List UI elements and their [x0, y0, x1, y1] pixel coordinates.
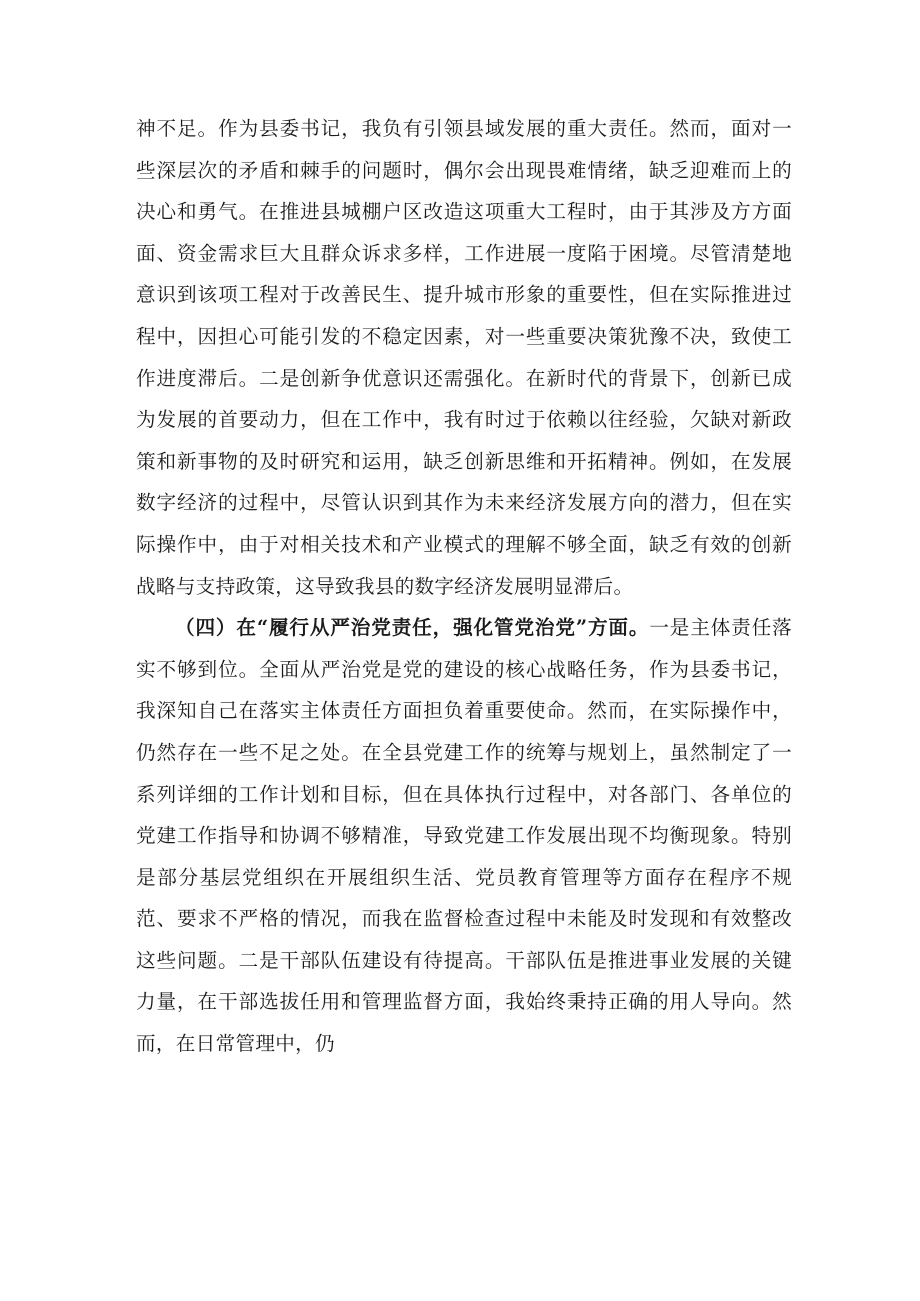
paragraph-continuation — [136, 108, 792, 607]
paragraph-section-four — [136, 607, 792, 1065]
section-heading: （四）在“履行从严治党责任，强化管党治党”方面。 — [175, 616, 650, 640]
document-body — [136, 108, 792, 1065]
paragraph-text: 神不足。作为县委书记，我负有引领县域发展的重大责任。然而，面对一些深层次的矛盾和棘手的问题时，偶尔会出现畏难情绪，缺乏迎难而上的决心和勇气。在推进县城棚户区改造这项重大工程时，由于其涉及方方面面、资金需求巨大且群众诉求多样，工作进展一度陷于困境。尽管清楚地意识到该项工程对于改善民生、提升城市形象的重要性，但在实际推进过程中，因担心可能引发的不稳定因素，对一些重要决策犹豫不决，致使工作进度滞后。二是创新争优意识还需强化。在新时代的背景下，创新已成为发展的首要动力，但在工作中，我有时过于依赖以往经验，欠缺对新政策和新事物的及时研究和运用，缺乏创新思维和开拓精神。例如，在发展数字经济的过程中，尽管认识到其作为未来经济发展方向的潜力，但在实际操作中，由于对相关技术和产业模式的理解不够全面，缺乏有效的创新战略与支持政策，这导致我县的数字经济发展明显滞后。 — [136, 117, 792, 598]
paragraph-text: 一是主体责任落实不够到位。全面从严治党是党的建设的核心战略任务，作为县委书记，我深知自己在落实主体责任方面担负着重要使命。然而，在实际操作中，仍然存在一些不足之处。在全县党建工作的统筹与规划上，虽然制定了一系列详细的工作计划和目标，但在具体执行过程中，对各部门、各单位的党建工作指导和协调不够精准，导致党建工作发展出现不均衡现象。特别是部分基层党组织在开展组织生活、党员教育管理等方面存在程序不规范、要求不严格的情况，而我在监督检查过程中未能及时发现和有效整改这些问题。二是干部队伍建设有待提高。干部队伍是推进事业发展的关键力量，在干部选拔任用和管理监督方面，我始终秉持正确的用人导向。然而，在日常管理中，仍 — [136, 616, 792, 1056]
